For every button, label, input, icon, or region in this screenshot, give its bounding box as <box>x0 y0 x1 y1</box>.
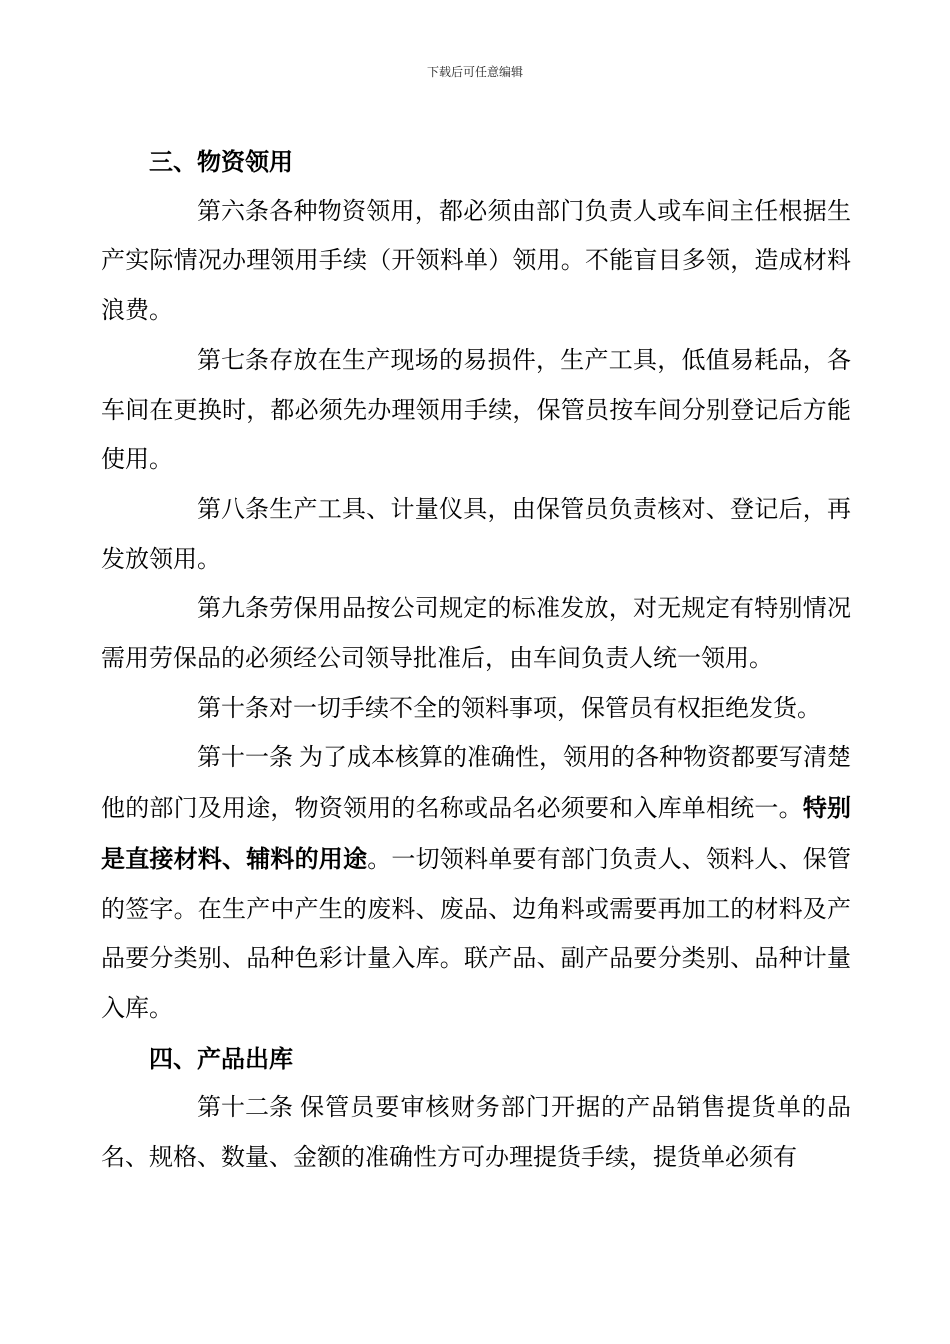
article-6 <box>101 187 851 336</box>
article-text: 为了成本核算的准确性，领用的各种物资都要写清楚他的部门及用途，物资领用的名称或品名必须要和入库单相统一。 <box>101 743 851 823</box>
document-body <box>101 137 851 1183</box>
section-heading-materials-requisition: 三、物资领用 <box>149 147 293 176</box>
article-text: 。一切领料单要有部门负责人、领料人、保管的签字。在生产中产生的废料、废品、边角料或需要再加工的材料及产品要分类别、品种色彩计量入库。联产品、副产品要分类别、品种计量入库。 <box>101 844 852 1022</box>
section-heading-product-outbound: 四、产品出库 <box>149 1043 293 1073</box>
article-12 <box>101 1083 851 1182</box>
article-text-emphasis: 特别是直接材料、辅料的用途 <box>101 793 852 873</box>
article-number: 第七条 <box>197 345 269 374</box>
article-11 <box>101 733 851 1033</box>
page-header: 下载后可任意编辑 <box>426 65 523 79</box>
article-10 <box>101 684 851 734</box>
article-text: 对一切手续不全的领料事项，保管员有权拒绝发货。 <box>269 693 821 722</box>
article-text: 存放在生产现场的易损件，生产工具，低值易耗品，各车间在更换时，都必须先办理领用手续，保管员按车间分别登记后方能使用。 <box>101 345 851 474</box>
article-text: 保管员要审核财务部门开据的产品销售提货单的品名、规格、数量、金额的准确性方可办理提货手续，提货单必须有 <box>101 1093 851 1172</box>
article-text: 劳保用品按公司规定的标准发放，对无规定有特别情况需用劳保品的必须经公司领导批准后，由车间负责人统一领用。 <box>101 594 851 673</box>
article-8 <box>101 485 851 584</box>
article-7 <box>101 336 851 485</box>
article-9 <box>101 584 851 683</box>
article-number: 第六条 <box>197 196 269 225</box>
article-number: 第九条 <box>197 594 269 623</box>
article-number: 第十条 <box>197 693 269 722</box>
article-text: 各种物资领用，都必须由部门负责人或车间主任根据生产实际情况办理领用手续（开领料单）领用。不能盲目多领，造成材料浪费。 <box>101 196 851 325</box>
article-text: 生产工具、计量仪具，由保管员负责核对、登记后，再发放领用。 <box>101 494 851 573</box>
article-number: 第十一条 <box>197 743 293 772</box>
article-number: 第十二条 <box>197 1093 293 1122</box>
article-number: 第八条 <box>197 494 269 523</box>
